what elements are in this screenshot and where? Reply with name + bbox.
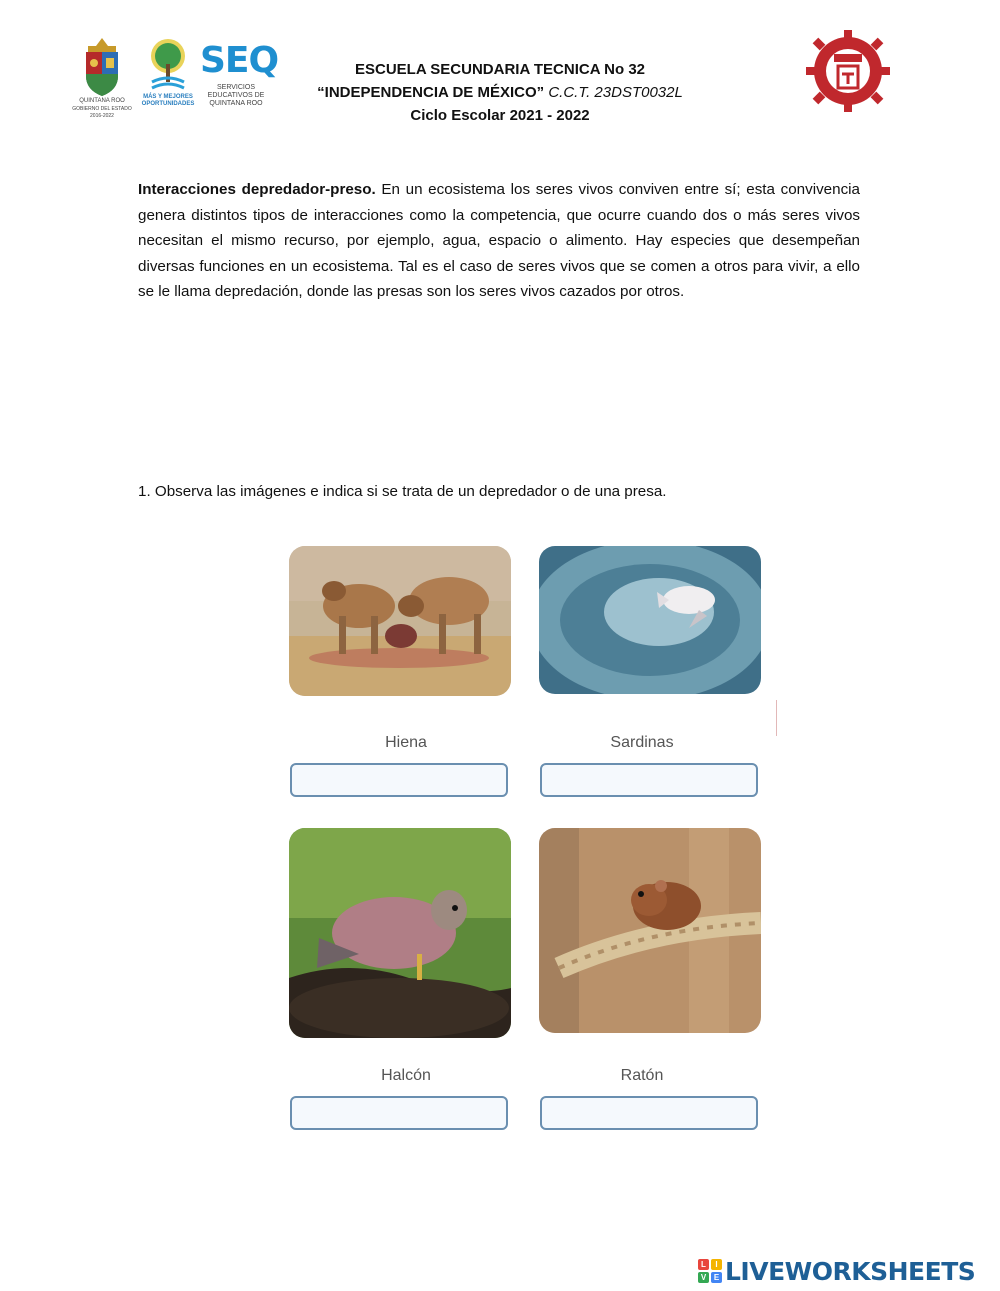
school-motto: “INDEPENDENCIA DE MÉXICO” (317, 84, 545, 101)
seq-logo-subtext: SERVICIOS EDUCATIVOS DE QUINTANA ROO (207, 84, 265, 107)
label-hiena: Hiena (385, 734, 427, 751)
answer-raton[interactable] (540, 1096, 758, 1130)
lw-letter-i: I (711, 1259, 722, 1270)
liveworksheets-logo (698, 1256, 975, 1286)
intro-text: En un ecosistema los seres vivos conviven entre sí; esta convivencia genera distintos tipos de interacciones como la competencia, que ocurre cuando dos o más seres vivos necesitan el mismo recurso, por ejemplo, agua, espacio o alimento. Hay especies que desempeñan diversas funciones en un ecosistema. Tal es el caso de seres vivos que se comen a otros para vivir, a ello se le llama depredación, donde las presas son los seres vivos cazados por otros. (138, 181, 860, 300)
est-school-logo (800, 26, 896, 116)
label-sardinas: Sardinas (610, 734, 674, 751)
lw-letter-e: E (711, 1272, 722, 1283)
school-name: ESCUELA SECUNDARIA TECNICA No 32 (354, 61, 646, 78)
mouse-image (539, 828, 761, 1033)
intro-lead: Interacciones depredador-preso. (138, 181, 376, 198)
quintana-roo-subcaption: GOBIERNO DEL ESTADO 2016-2022 (72, 106, 132, 119)
label-raton: Ratón (620, 1067, 664, 1084)
school-motto-line (290, 81, 710, 104)
hyena-image (289, 546, 511, 696)
label-halcon: Halcón (381, 1067, 431, 1084)
liveworksheets-brand: LIVEWORKSHEETS (725, 1256, 976, 1286)
lw-letter-l: L (698, 1259, 709, 1270)
mas-oportunidades-caption: MÁS Y MEJORES OPORTUNIDADES (141, 94, 195, 107)
mas-oportunidades-logo (141, 38, 195, 114)
seq-logo-text: SEQ (200, 40, 279, 81)
lw-letter-v: V (698, 1272, 709, 1283)
sardines-image (539, 546, 761, 694)
answer-hiena[interactable] (290, 763, 508, 797)
answer-halcon[interactable] (290, 1096, 508, 1130)
school-header (290, 58, 710, 127)
liveworksheets-icon (698, 1259, 722, 1283)
quintana-roo-caption: QUINTANA ROO (79, 98, 125, 104)
falcon-image (289, 828, 511, 1038)
quintana-roo-logo (72, 36, 132, 119)
seq-logo (200, 40, 279, 112)
question-1: 1. Observa las imágenes e indica si se trata de un depredador o de una presa. (138, 483, 667, 500)
divider-line (776, 700, 777, 736)
school-year: Ciclo Escolar 2021 - 2022 (410, 107, 590, 124)
school-cct: C.C.T. 23DST0032L (548, 84, 683, 101)
intro-paragraph (138, 177, 860, 305)
answer-sardinas[interactable] (540, 763, 758, 797)
